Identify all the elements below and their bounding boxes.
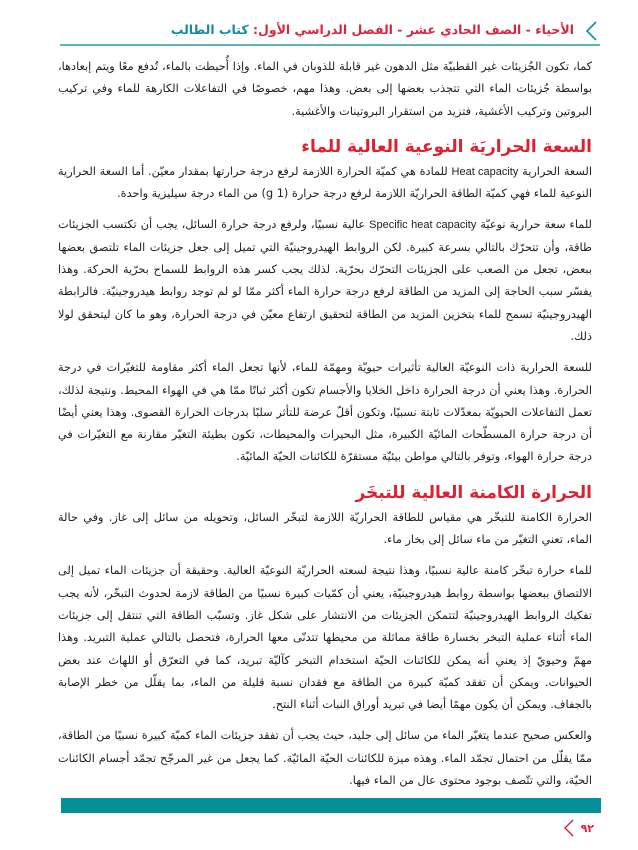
chevron-left-icon[interactable]: [563, 818, 575, 838]
page-footer: [563, 818, 594, 838]
section-heading-latent-heat: الحرارة الكامنة العالية للتبخَر: [355, 482, 592, 503]
book-title: [171, 22, 574, 37]
chevron-left-icon[interactable]: [584, 20, 600, 42]
text-span: السعة الحرارية: [518, 164, 592, 178]
paragraph: للسعة الحرارية ذات النوعيّة العالية تأثيرات حيويّة ومهمّة للماء، لأنها تجعل الماء أكثر مقاومة للتغيّرات في درجة الحرارة. وهذا يعني أن درجة الحرارة داخل الخلايا والأجسام تكون أكثر ثباتًا ممّا هي في الهواء المحيط. ونتيجة لذلك، تعمل التفاعلات الحيويّة بمعدّلات ثابتة نسبيًا، وتكون أقلّ عرضة للتأثر سلبًا بدرجات الحرارة القصوى. وهذا يعني أيضًا أن درجة حرارة المسطّحات المائيّة الكبيرة، مثل البحيرات والمحيطات، تكون بطيئة التغيّر مقارنة مع التغيّرات في درجة حرارة الهواء، وتوفر بالتالي مواطن بيئيّة مستقرّة للكائنات الحيّة المائيّة.: [58, 361, 592, 464]
page-number: ٩٢: [580, 821, 594, 835]
section-heading-specific-heat: السعة الحراريَة النوعية العالية للماء: [301, 136, 592, 157]
paragraph: الحرارة الكامنة للتبخّر هي مقياس للطاقة الحراريّة اللازمة لتبخّر السائل، وتحويله من سائل إلى غاز. وفي حالة الماء، تعني التغيّر من ماء سائل إلى بخار ماء.: [58, 510, 592, 547]
paragraph: والعكس صحيح عندما يتغيّر الماء من سائل إلى جليد، حيث يجب أن تفقد جزيئات الماء كميّة كبيرة نسبيًا من الطاقة، ممّا يقلّل من احتمال تجمّد الماء. وهذه ميزة للكائنات الحيّة المائيّة. كما يجعل من غير المرجّح تجمّد أجسام الكائنات الحيّة، والتي تتّصف بوجود محتوى عال من الماء فيها.: [58, 729, 592, 788]
paragraph: [58, 214, 592, 348]
book-title-type: كتاب الطالب: [170, 22, 249, 37]
paragraph: [58, 161, 592, 206]
paragraph: للماء حرارة تبخّر كامنة عالية نسبيًا، وهذا نتيجة لسعته الحراريّة النوعيّة العالية. وحقيقة أن جزيئات الماء تميل إلى الالتصاق ببعضها بواسطة روابط هيدروجينيّة، يعني أن كمّيات كبيرة نسبيًا من الطاقة لازمة لحدوث التبخّر، لأنه يجب تفكيك الروابط الهيدروجينيّة لتتمكن الجزيئات من الانتشار على شكل غاز. وتسبّب الطاقة التي تنتقل إلى جزيئات الماء أثناء عملية التبخر بخسارة طاقة مماثلة من محيطها تتدنّى معها الحرارة، فتحصل بالتالي عملية التبريد. وهذا مهمّ وحيويّ إذ يعني أنه يمكن للكائنات الحيّة استخدام التبخر كآليّة تبريد، كما في التعرّق أو اللهاث عند بعض الحيوانات. ويمكن أن تفقد كميّة كبيرة من الطاقة مع فقدان نسبة قليلة من الماء، بما يقلّل من خطر الإصابة بالجفاف. ويمكن أن يكون مهمًا أيضا في تبريد أوراق النبات أثناء النتح.: [58, 564, 592, 712]
english-term: Specific heat capacity: [369, 219, 477, 232]
header-divider: [60, 44, 600, 46]
page-content: [58, 56, 592, 801]
page-header: [60, 18, 600, 46]
text-span: عالية نسبيًا، ولرفع درجة حرارة السائل، يجب أن تكتسب الجزيئات طاقة، وأن تتحرّك بالتالي بسرعة كبيرة. لكن الروابط الهيدروجينيّة التي تميل إلى جعل جزيئات الماء تلتصق بعضها ببعض، تجعل من الصعب على الجزيئات التحرّك بحرّية. لذلك يجب كسر هذه الروابط للسماح بحرّية الحركة. وهذا يفسّر سبب الحاجة إلى المزيد من الطاقة لرفع درجة حرارة الماء أكثر ممّا لو لم توجد روابط هيدروجينيّة. فالرابطة الهيدروجينيّة تسمح للماء بتخزين المزيد من الطاقة لتحقيق ارتفاع معيّن في درجة الحرارة، وهو ما كان ليتحقق لولا ذلك.: [58, 218, 592, 343]
intro-paragraph: كما، تكون الجُزيئات غير القطبيّة مثل الدهون غير قابلة للذوبان في الماء. وإذا أُحيطت بالماء، تُدفع معًا ويتم إبعادها، بواسطة جُزيئات الماء التي تتجذب بعضها إلى بعض. وهذا مهم، خصوصًا في التفاعلات الكارهة للماء وفي تركيب البروتين وتركيب الأغشية، فتزيد من استقرار البروتينات والأغشية.: [58, 60, 592, 118]
book-title-subject: الأحياء - الصف الحادي عشر - الفصل الدراسي الأول:: [248, 22, 574, 37]
english-term: Heat capacity: [451, 165, 519, 178]
text-span: للماء سعة حرارية نوعيّة: [476, 218, 592, 232]
text-span: للمادة هي كميّة الحرارة اللازمة لرفع درجة حرارتها بمقدار معيّن. أما السعة الحرارية النوعية للماء فهي كميّة الطاقة الحراريّة اللازمة لرفع درجة حرارة (1 g) من الماء درجة سيليزية واحدة.: [58, 164, 592, 201]
footer-bar: [61, 798, 601, 813]
